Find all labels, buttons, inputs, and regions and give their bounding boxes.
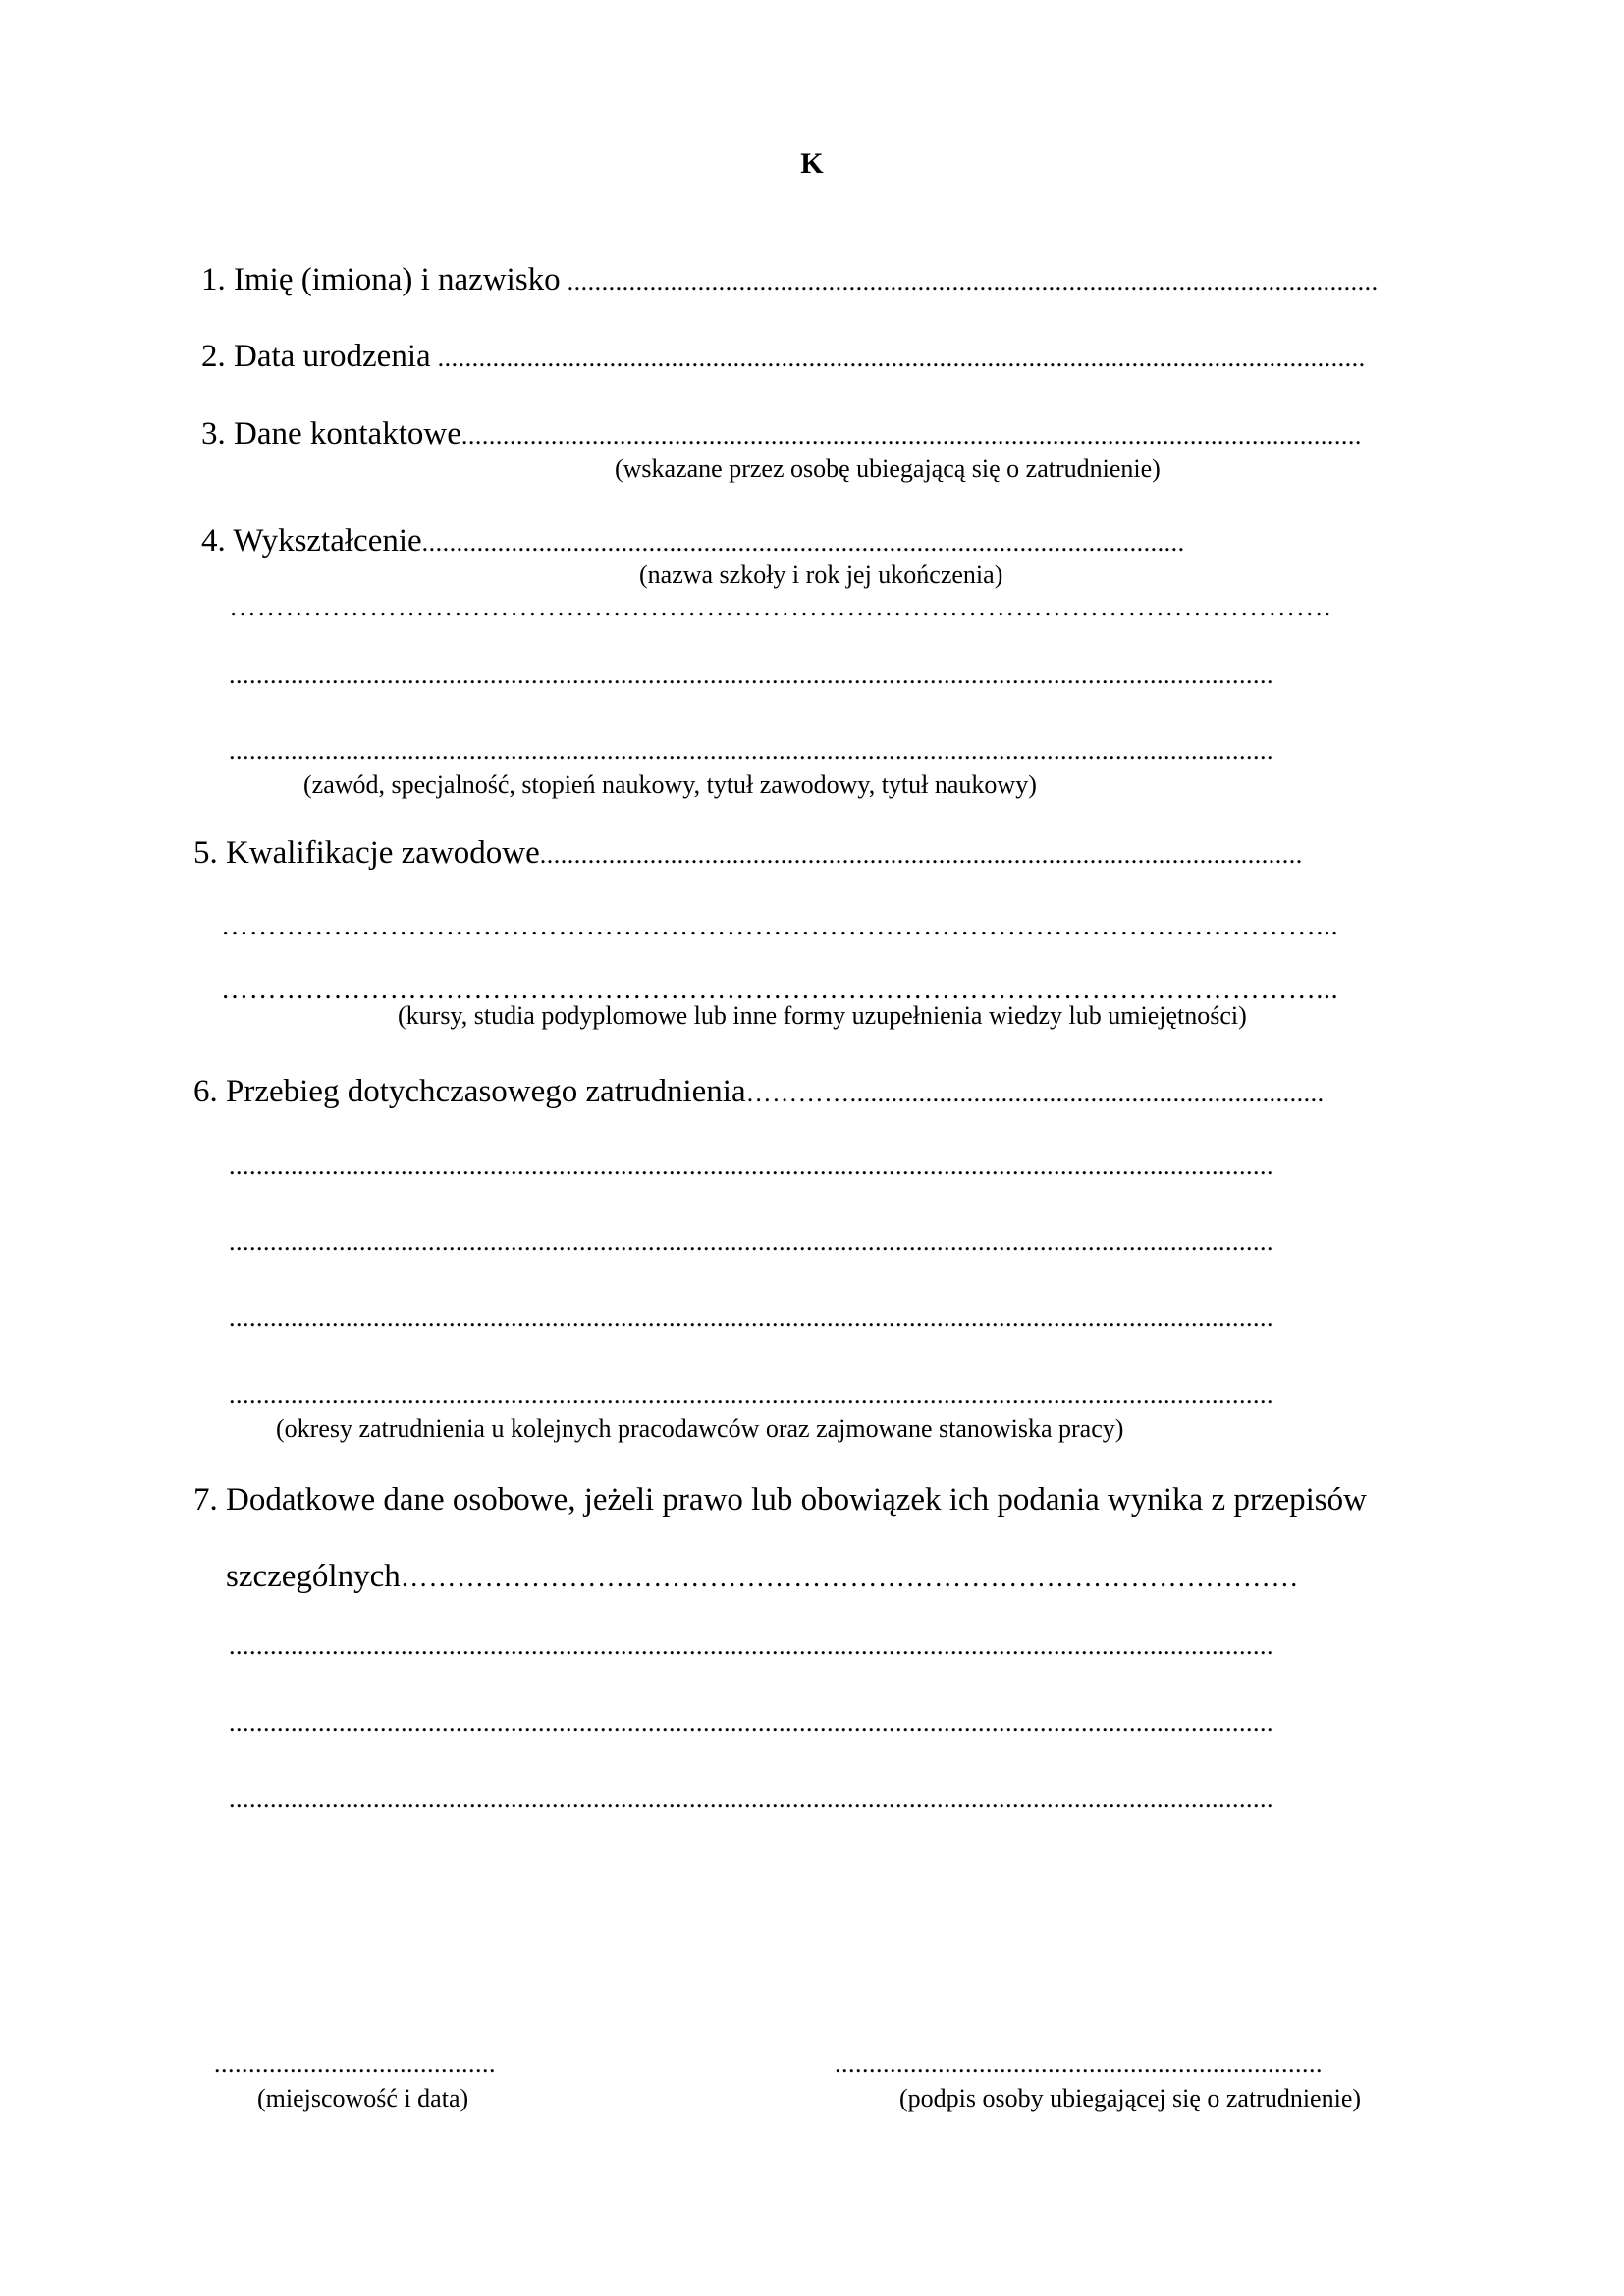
- field-additional-data-label-2: szczególnych: [226, 1559, 401, 1594]
- field-employment-fill[interactable]: ………….....................................................................: [745, 1079, 1325, 1107]
- additional-data-line-1[interactable]: ........................................................................................................................................................: [229, 1631, 1273, 1660]
- field-education: [201, 521, 1185, 561]
- field-birthdate: [201, 337, 1366, 376]
- field-qualifications-fill[interactable]: ...............................................................................................................: [539, 840, 1303, 869]
- field-birthdate-fill[interactable]: .......................................................................................................................................: [430, 344, 1366, 372]
- field-name-fill[interactable]: ......................................................................................................................: [560, 267, 1379, 295]
- education-line-1[interactable]: ……………………………………………………………………………………………………….: [229, 592, 1331, 622]
- employment-line-2[interactable]: ........................................................................................................................................................: [229, 1227, 1273, 1255]
- signature-field[interactable]: .......................................................................: [835, 2050, 1323, 2078]
- field-employment: [193, 1072, 1325, 1111]
- employment-line-3[interactable]: ........................................................................................................................................................: [229, 1304, 1273, 1332]
- education-line-2[interactable]: ........................................................................................................................................................: [229, 661, 1273, 689]
- field-education-label: 4. Wykształcenie: [201, 523, 422, 559]
- field-contact-note: (wskazane przez osobę ubiegającą się o zatrudnienie): [615, 454, 1161, 483]
- place-date-field[interactable]: .........................................: [214, 2050, 496, 2078]
- employment-line-4[interactable]: ........................................................................................................................................................: [229, 1380, 1273, 1409]
- field-qualifications: [193, 833, 1303, 873]
- additional-data-line-2[interactable]: ........................................................................................................................................................: [229, 1708, 1273, 1736]
- place-date-caption: (miejscowość i data): [257, 2084, 469, 2112]
- field-additional-data-label: 7. Dodatkowe dane osobowe, jeżeli prawo lub obowiązek ich podania wynika z przepisów: [193, 1482, 1367, 1518]
- field-contact: [201, 414, 1362, 454]
- field-contact-label: 3. Dane kontaktowe: [201, 416, 461, 452]
- field-qualifications-label: 5. Kwalifikacje zawodowe: [193, 835, 540, 871]
- qualifications-line-1[interactable]: ………………………………………………………………………………………………………...: [221, 911, 1339, 941]
- signature-caption: (podpis osoby ubiegającej się o zatrudnienie): [899, 2084, 1362, 2112]
- field-education-fill[interactable]: ...............................................................................................................: [421, 528, 1185, 557]
- field-qualifications-note: (kursy, studia podyplomowe lub inne formy uzupełnienia wiedzy lub umiejętności): [398, 1001, 1247, 1030]
- field-education-note: (nazwa szkoły i rok jej ukończenia): [639, 561, 1003, 589]
- field-contact-fill[interactable]: ...................................................................................................................................: [460, 421, 1362, 450]
- field-employment-note: (okresy zatrudnienia u kolejnych pracodawców oraz zajmowane stanowiska pracy): [276, 1415, 1124, 1443]
- field-birthdate-label: 2. Data urodzenia: [201, 339, 431, 374]
- document-title: K: [800, 147, 824, 180]
- field-name-label: 1. Imię (imiona) i nazwisko: [201, 262, 561, 297]
- field-employment-label: 6. Przebieg dotychczasowego zatrudnienia: [193, 1074, 746, 1109]
- education-line-3[interactable]: ........................................................................................................................................................: [229, 736, 1273, 765]
- field-name: [201, 260, 1379, 299]
- qualifications-line-2[interactable]: ………………………………………………………………………………………………………...: [221, 975, 1339, 1005]
- field-additional-data-fill[interactable]: ……………………………………………………………………………………: [400, 1563, 1299, 1593]
- additional-data-line-3[interactable]: ........................................................................................................................................................: [229, 1785, 1273, 1813]
- education-qualifications-note: (zawód, specjalność, stopień naukowy, tytuł zawodowy, tytuł naukowy): [303, 771, 1037, 799]
- field-additional-data: [226, 1557, 1299, 1596]
- employment-line-1[interactable]: ........................................................................................................................................................: [229, 1151, 1273, 1180]
